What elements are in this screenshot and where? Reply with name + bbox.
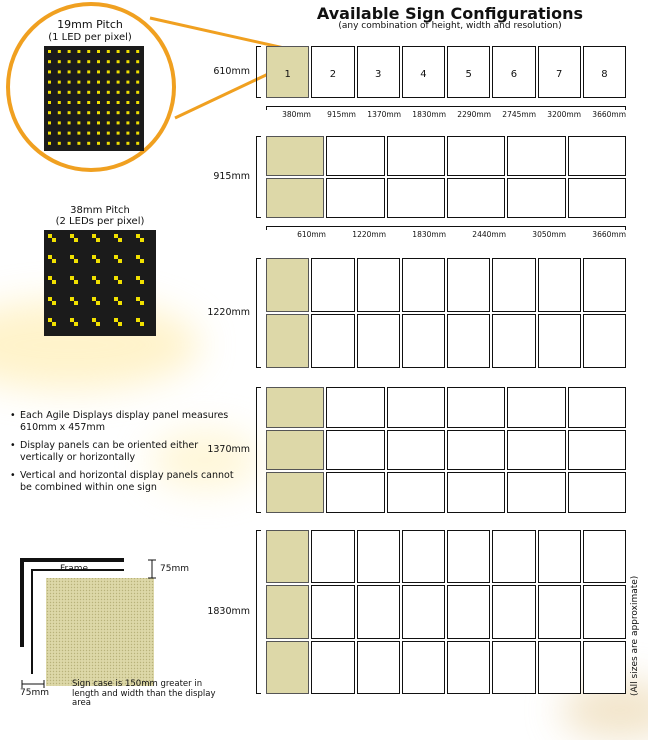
width-label: 610mm [297, 230, 326, 239]
led-dot [58, 111, 61, 114]
led-dot [58, 142, 61, 145]
led-dot [107, 50, 110, 53]
led-dot [114, 297, 118, 301]
display-panel [266, 530, 309, 583]
led-dot [48, 91, 51, 94]
frame-label: Frame [60, 564, 89, 574]
display-panel [507, 387, 565, 428]
led-dot [58, 101, 61, 104]
width-label: 2745mm [502, 110, 536, 119]
display-panel [357, 258, 400, 312]
led-dot [48, 255, 52, 259]
led-dot [74, 322, 78, 326]
led-dot [97, 70, 100, 73]
frame-dim-top: 75mm [160, 564, 189, 574]
led-dot [87, 101, 90, 104]
led-dot [107, 111, 110, 114]
sign-config-grid [266, 46, 626, 98]
led-dot [77, 121, 80, 124]
display-panel [583, 314, 626, 368]
display-panel [311, 530, 354, 583]
led-dot [136, 132, 139, 135]
led-dot [118, 322, 122, 326]
height-dimension-line [256, 258, 261, 368]
display-panel [492, 641, 535, 694]
panel-number: 1 [284, 69, 291, 80]
led-dot [52, 322, 56, 326]
led-dot [126, 111, 129, 114]
led-dot [136, 50, 139, 53]
display-panel [538, 46, 581, 98]
panel-notes [10, 410, 240, 500]
display-panel [492, 46, 535, 98]
config-height-label: 1220mm [207, 307, 250, 318]
led-dot [126, 81, 129, 84]
led-dot [114, 276, 118, 280]
led-dot [136, 60, 139, 63]
display-panel [568, 430, 626, 471]
bullet-item: • Display panels can be oriented either vertically or horizontally [10, 440, 199, 463]
led-dot [77, 81, 80, 84]
display-panel [266, 472, 324, 513]
display-panel [266, 314, 309, 368]
led-dot [68, 50, 71, 53]
led-dot [117, 70, 120, 73]
display-panel [447, 430, 505, 471]
led-dot [107, 101, 110, 104]
led-dot [92, 276, 96, 280]
led-dot [96, 280, 100, 284]
led-dot [52, 238, 56, 242]
led-dot [140, 280, 144, 284]
led-dot [52, 301, 56, 305]
led-dot [77, 50, 80, 53]
led-dot [136, 255, 140, 259]
led-dot [117, 60, 120, 63]
led-dot [140, 259, 144, 263]
display-panel [266, 585, 309, 638]
led-dot [87, 60, 90, 63]
display-panel [266, 178, 324, 218]
display-panel [538, 530, 581, 583]
width-label: 380mm [282, 110, 311, 119]
led-dot [107, 91, 110, 94]
display-panel [447, 178, 505, 218]
led-dot [52, 259, 56, 263]
display-panel [326, 387, 384, 428]
display-panel [538, 641, 581, 694]
led-dot [117, 81, 120, 84]
display-panel [507, 178, 565, 218]
led-dot [118, 280, 122, 284]
display-panel [583, 46, 626, 98]
display-panel [447, 530, 490, 583]
led-dot [107, 60, 110, 63]
led-dot [87, 91, 90, 94]
panel-number: 2 [329, 69, 337, 80]
led-dot [68, 142, 71, 145]
panel-number: 7 [555, 69, 563, 80]
led-dot [107, 81, 110, 84]
led-dot [87, 50, 90, 53]
sign-config-grid [266, 387, 626, 513]
display-panel [357, 530, 400, 583]
frame-note: Sign case is 150mm greater in length and width than the display area [72, 679, 216, 708]
led-dot [77, 101, 80, 104]
led-dot [136, 276, 140, 280]
width-label: 1220mm [352, 230, 386, 239]
led-dot [136, 234, 140, 238]
led-dot [136, 101, 139, 104]
led-dot [48, 142, 51, 145]
panel-number: 8 [601, 69, 608, 80]
led-dot [136, 70, 139, 73]
led-dot [92, 318, 96, 322]
display-panel [402, 258, 445, 312]
page-title: Available Sign Configurations [316, 4, 584, 23]
led-dot [136, 91, 139, 94]
display-panel [266, 136, 324, 176]
led-dot [58, 91, 61, 94]
led-dot [126, 121, 129, 124]
led-dot [97, 121, 100, 124]
width-label: 2440mm [472, 230, 506, 239]
led-dot [117, 91, 120, 94]
display-panel [538, 314, 581, 368]
width-label: 2290mm [457, 110, 491, 119]
led-grid-38mm [44, 230, 156, 336]
led-dot [87, 81, 90, 84]
display-panel [402, 585, 445, 638]
display-panel [266, 258, 309, 312]
led-dot [68, 81, 71, 84]
display-panel [507, 136, 565, 176]
display-panel [507, 430, 565, 471]
config-height-label: 610mm [213, 66, 250, 77]
led-dot [70, 276, 74, 280]
display-panel [568, 472, 626, 513]
led-dot [58, 132, 61, 135]
display-panel [568, 178, 626, 218]
led-dot [48, 50, 51, 53]
led-dot [97, 60, 100, 63]
sign-config-grid [266, 136, 626, 218]
led-dot [74, 238, 78, 242]
led-dot [68, 132, 71, 135]
display-panel [583, 258, 626, 312]
led-dot [70, 234, 74, 238]
led-dot [77, 60, 80, 63]
led-dot [126, 101, 129, 104]
led-dot [48, 234, 52, 238]
pitch-19-title: 19mm Pitch [57, 18, 123, 31]
display-panel [387, 472, 445, 513]
frame-dim-left: 75mm [20, 688, 49, 698]
led-dot [136, 142, 139, 145]
display-panel [507, 472, 565, 513]
led-dot [48, 132, 51, 135]
led-dot [74, 259, 78, 263]
display-panel [492, 585, 535, 638]
display-panel [311, 585, 354, 638]
display-panel [538, 258, 581, 312]
led-dot [58, 121, 61, 124]
led-dot [97, 142, 100, 145]
display-panel [402, 641, 445, 694]
width-label: 1370mm [367, 110, 401, 119]
display-panel [326, 136, 384, 176]
width-label: 3660mm [592, 230, 626, 239]
config-height-label: 1370mm [207, 444, 250, 455]
panel-number: 6 [510, 69, 518, 80]
led-dot [48, 70, 51, 73]
display-panel [357, 585, 400, 638]
led-dot [74, 301, 78, 305]
pitch-38-subtitle: (2 LEDs per pixel) [55, 216, 145, 227]
pitch-38-title: 38mm Pitch [70, 205, 130, 216]
config-height-label: 915mm [213, 171, 250, 182]
page-subtitle: (any combination of height, width and resolution) [338, 21, 562, 31]
led-dot [48, 121, 51, 124]
led-dot [48, 111, 51, 114]
led-dot [107, 121, 110, 124]
display-panel [583, 585, 626, 638]
display-panel [311, 641, 354, 694]
led-dot [107, 70, 110, 73]
led-dot [70, 297, 74, 301]
display-panel [447, 585, 490, 638]
led-dot [70, 318, 74, 322]
display-panel [311, 258, 354, 312]
led-dot [126, 70, 129, 73]
led-dot [70, 255, 74, 259]
led-dot [87, 70, 90, 73]
led-dot [77, 111, 80, 114]
pitch-19-subtitle: (1 LED per pixel) [48, 32, 132, 43]
led-dot [68, 91, 71, 94]
led-dot [114, 234, 118, 238]
display-panel [402, 530, 445, 583]
led-dot [117, 111, 120, 114]
led-dot [97, 132, 100, 135]
display-panel [492, 258, 535, 312]
led-dot [77, 70, 80, 73]
led-dot [117, 121, 120, 124]
display-panel [387, 178, 445, 218]
panel-number: 5 [465, 69, 472, 80]
led-dot [117, 132, 120, 135]
led-dot [58, 50, 61, 53]
display-panel [266, 430, 324, 471]
led-dot [140, 238, 144, 242]
led-dot [96, 238, 100, 242]
led-dot [74, 280, 78, 284]
display-panel [266, 46, 309, 98]
display-panel [583, 530, 626, 583]
led-dot [140, 322, 144, 326]
display-panel [266, 387, 324, 428]
width-label: 1830mm [412, 230, 446, 239]
display-panel [568, 387, 626, 428]
display-panel [326, 430, 384, 471]
bullet-item: • Each Agile Displays display panel measures 610mm x 457mm [10, 410, 229, 433]
display-panel [266, 641, 309, 694]
led-dot [68, 121, 71, 124]
led-dot [136, 318, 140, 322]
led-dot [87, 121, 90, 124]
led-dot [140, 301, 144, 305]
led-dot [136, 111, 139, 114]
display-panel [447, 136, 505, 176]
display-panel [402, 314, 445, 368]
led-dot [114, 318, 118, 322]
led-dot [87, 111, 90, 114]
panel-number: 4 [420, 69, 427, 80]
led-dot [68, 70, 71, 73]
led-dot [118, 301, 122, 305]
led-dot [48, 276, 52, 280]
panel-number: 3 [374, 69, 382, 80]
bullet-item: • Vertical and horizontal display panels cannot be combined within one sign [10, 470, 234, 493]
led-dot [92, 234, 96, 238]
led-dot [97, 50, 100, 53]
led-dot [126, 50, 129, 53]
led-dot [136, 81, 139, 84]
width-label: 3200mm [547, 110, 581, 119]
led-dot [126, 142, 129, 145]
led-dot [107, 142, 110, 145]
led-dot [97, 111, 100, 114]
sign-config-grid [266, 530, 626, 694]
led-dot [68, 111, 71, 114]
display-panel [583, 641, 626, 694]
led-dot [87, 142, 90, 145]
led-dot [126, 60, 129, 63]
display-panel [447, 641, 490, 694]
display-panel [447, 387, 505, 428]
led-dot [126, 132, 129, 135]
led-dot [107, 132, 110, 135]
led-dot [52, 280, 56, 284]
led-dot [118, 259, 122, 263]
led-dot [77, 142, 80, 145]
width-label: 3660mm [592, 110, 626, 119]
led-dot [58, 81, 61, 84]
height-dimension-line [256, 136, 261, 218]
display-panel [326, 178, 384, 218]
led-dot [117, 101, 120, 104]
led-dot [92, 255, 96, 259]
led-dot [117, 142, 120, 145]
display-panel [538, 585, 581, 638]
led-dot [68, 60, 71, 63]
led-dot [58, 60, 61, 63]
led-dot [48, 81, 51, 84]
led-dot [97, 101, 100, 104]
led-dot [118, 238, 122, 242]
display-panel [492, 530, 535, 583]
approximate-note: (All sizes are approximate) [630, 575, 640, 696]
display-panel [387, 136, 445, 176]
led-dot [97, 81, 100, 84]
display-panel [447, 314, 490, 368]
led-dot [114, 255, 118, 259]
sign-config-grid [266, 258, 626, 368]
led-dot [96, 259, 100, 263]
led-dot [58, 70, 61, 73]
led-dot [92, 297, 96, 301]
led-dot [87, 132, 90, 135]
led-dot [77, 132, 80, 135]
led-dot [48, 101, 51, 104]
led-dot [96, 322, 100, 326]
display-panel [387, 430, 445, 471]
display-panel [357, 314, 400, 368]
led-dot [96, 301, 100, 305]
display-panel [492, 314, 535, 368]
config-height-label: 1830mm [207, 606, 250, 617]
display-panel [402, 46, 445, 98]
width-label: 1830mm [412, 110, 446, 119]
display-panel [447, 258, 490, 312]
display-panel [447, 472, 505, 513]
width-label: 915mm [327, 110, 356, 119]
height-dimension-line [256, 530, 261, 694]
width-label: 3050mm [532, 230, 566, 239]
led-dot [97, 91, 100, 94]
led-dot [126, 91, 129, 94]
led-dot [48, 297, 52, 301]
display-panel [357, 46, 400, 98]
led-dot [136, 297, 140, 301]
led-grid-19mm [44, 46, 144, 151]
display-panel [387, 387, 445, 428]
led-dot [117, 50, 120, 53]
led-dot [48, 60, 51, 63]
display-panel [357, 641, 400, 694]
height-dimension-line [256, 46, 261, 98]
display-panel [447, 46, 490, 98]
display-panel [568, 136, 626, 176]
led-dot [68, 101, 71, 104]
height-dimension-line [256, 387, 261, 513]
display-panel [311, 46, 354, 98]
led-dot [48, 318, 52, 322]
led-dot [136, 121, 139, 124]
led-dot [77, 91, 80, 94]
display-panel [311, 314, 354, 368]
display-panel [326, 472, 384, 513]
